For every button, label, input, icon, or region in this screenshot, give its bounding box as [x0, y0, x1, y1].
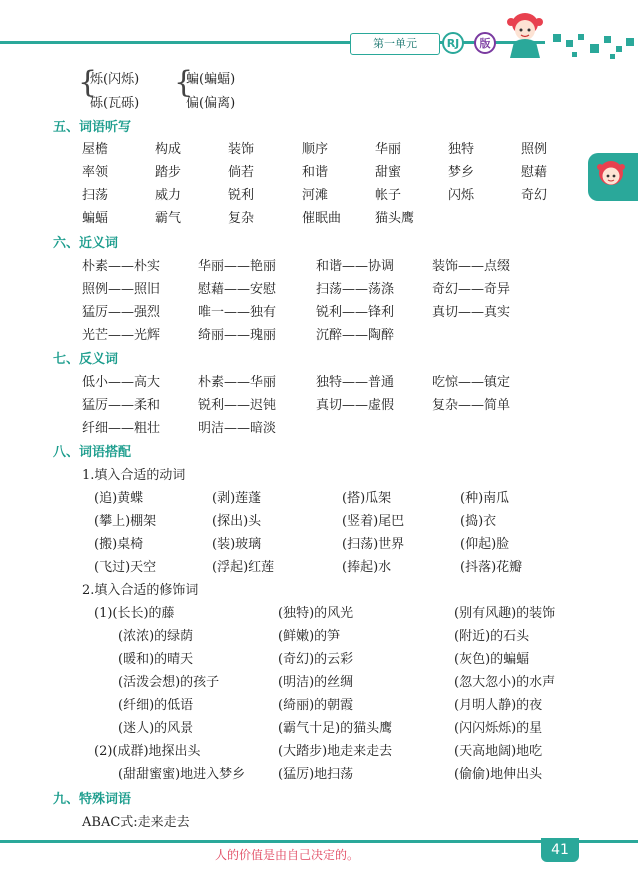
modifier-phrase: (鲜嫩)的笋 [278, 629, 341, 644]
word: 河滩 [302, 188, 329, 203]
section-heading-special-words: 九、特殊词语 [53, 792, 132, 807]
synonym-pair: 锐利——锋利 [316, 305, 395, 320]
edition-badge-rj: RJ [442, 32, 464, 54]
special-word-line: ABAC式:走来走去 [82, 815, 190, 830]
synonym-pair: 朴素——朴实 [82, 259, 161, 274]
synonym-pair: 照例——照旧 [82, 282, 161, 297]
pair-left-1: 烁(闪烁) [90, 72, 140, 87]
modifier-phrase: (迷人)的风景 [118, 721, 194, 736]
antonym-pair: 低小——高大 [82, 375, 161, 390]
synonym-pair: 沉醉——陶醉 [316, 328, 395, 343]
word: 梦乡 [448, 165, 475, 180]
modifier-phrase: (月明人静)的夜 [454, 698, 543, 713]
verb-phrase: (装)玻璃 [212, 537, 262, 552]
modifier-phrase: (偷偷)地伸出头 [454, 767, 543, 782]
modifier-phrase: (甜甜蜜蜜)地进入梦乡 [118, 767, 246, 782]
modifier-phrase: (忽大忽小)的水声 [454, 675, 556, 690]
antonym-pair: 纤细——粗壮 [82, 421, 161, 436]
modifier-phrase: (绮丽)的朝霞 [278, 698, 354, 713]
page-number: 41 [541, 838, 579, 862]
word: 踏步 [155, 165, 182, 180]
antonym-pair: 真切——虚假 [316, 398, 395, 413]
modifier-phrase: (纤细)的低语 [118, 698, 194, 713]
mascot-face-icon [596, 159, 626, 191]
modifier-phrase: (霸气十足)的猫头鹰 [278, 721, 393, 736]
verb-phrase: (飞过)天空 [94, 560, 157, 575]
synonym-pair: 慰藉——安慰 [198, 282, 277, 297]
word: 照例 [521, 142, 548, 157]
edition-badge-ban: 版 [474, 32, 496, 54]
antonym-pair: 复杂——简单 [432, 398, 511, 413]
synonym-pair: 扫荡——荡涤 [316, 282, 395, 297]
verb-phrase: (捧起)水 [342, 560, 392, 575]
word: 慰藉 [521, 165, 548, 180]
verb-phrase: (搬)桌椅 [94, 537, 144, 552]
brace-right: { [174, 65, 194, 100]
verb-phrase: (搭)瓜架 [342, 491, 392, 506]
word: 复杂 [228, 211, 255, 226]
word: 甜蜜 [375, 165, 402, 180]
modifier-phrase: (奇幻)的云彩 [278, 652, 354, 667]
antonym-pair: 明洁——暗淡 [198, 421, 277, 436]
verb-phrase: (探出)头 [212, 514, 262, 529]
modifier-phrase: (闪闪烁烁)的星 [454, 721, 543, 736]
synonym-pair: 唯一——独有 [198, 305, 277, 320]
word: 独特 [448, 142, 475, 157]
word: 闪烁 [448, 188, 475, 203]
verb-phrase: (抖落)花瓣 [460, 560, 523, 575]
modifier-phrase: (浓浓)的绿荫 [118, 629, 194, 644]
synonym-pair: 和谐——协调 [316, 259, 395, 274]
word: 构成 [155, 142, 182, 157]
section-heading-collocations: 八、词语搭配 [53, 445, 132, 460]
section-heading-dictation: 五、词语听写 [53, 120, 132, 135]
word: 猫头鹰 [375, 211, 415, 226]
synonym-pair: 装饰——点缀 [432, 259, 511, 274]
word: 装饰 [228, 142, 255, 157]
word: 屋檐 [82, 142, 109, 157]
word: 扫荡 [82, 188, 109, 203]
verb-phrase: (竖着)尾巴 [342, 514, 405, 529]
synonym-pair: 猛厉——强烈 [82, 305, 161, 320]
antonym-pair: 独特——普通 [316, 375, 395, 390]
verb-phrase: (剥)莲蓬 [212, 491, 262, 506]
antonym-pair: 朴素——华丽 [198, 375, 277, 390]
modifier-phrase: (暖和)的晴天 [118, 652, 194, 667]
synonym-pair: 绮丽——瑰丽 [198, 328, 277, 343]
synonym-pair: 真切——真实 [432, 305, 511, 320]
modifier-phrase: (附近)的石头 [454, 629, 530, 644]
brace-left: { [78, 65, 98, 100]
pair-left-2: 砾(瓦砾) [90, 96, 140, 111]
word: 顺序 [302, 142, 329, 157]
modifier-phrase: (天高地阔)地吃 [454, 744, 543, 759]
modifier-phrase: (独特)的风光 [278, 606, 354, 621]
word: 霸气 [155, 211, 182, 226]
verb-phrase: (追)黄蝶 [94, 491, 144, 506]
word: 催眠曲 [302, 211, 342, 226]
modifier-phrase: (别有风趣)的装饰 [454, 606, 556, 621]
synonym-pair: 华丽——艳丽 [198, 259, 277, 274]
girl-mascot-icon [500, 8, 550, 60]
verb-phrase: (扫荡)世界 [342, 537, 405, 552]
modifier-phrase: (2)(成群)地探出头 [94, 744, 201, 759]
antonym-pair: 猛厉——柔和 [82, 398, 161, 413]
word: 倘若 [228, 165, 255, 180]
word: 和谐 [302, 165, 329, 180]
modifier-phrase: (猛厉)地扫荡 [278, 767, 354, 782]
section-heading-antonyms: 七、反义词 [53, 352, 119, 367]
word: 帐子 [375, 188, 402, 203]
word: 锐利 [228, 188, 255, 203]
unit-label: 第一单元 [350, 33, 440, 55]
verb-phrase: (仰起)脸 [460, 537, 510, 552]
antonym-pair: 锐利——迟钝 [198, 398, 277, 413]
subheading-verbs: 1.填入合适的动词 [82, 468, 186, 483]
word: 奇幻 [521, 188, 548, 203]
modifier-phrase: (明洁)的丝绸 [278, 675, 354, 690]
synonym-pair: 奇幻——奇异 [432, 282, 511, 297]
verb-phrase: (浮起)红莲 [212, 560, 275, 575]
footer-motto: 人的价值是由自己决定的。 [215, 848, 360, 862]
word: 威力 [155, 188, 182, 203]
modifier-phrase: (活泼会想)的孩子 [118, 675, 220, 690]
verb-phrase: (种)南瓜 [460, 491, 510, 506]
word: 率领 [82, 165, 109, 180]
antonym-pair: 吃惊——镇定 [432, 375, 511, 390]
modifier-phrase: (灰色)的蝙蝠 [454, 652, 530, 667]
synonym-pair: 光芒——光辉 [82, 328, 161, 343]
verb-phrase: (捣)衣 [460, 514, 497, 529]
modifier-phrase: (大踏步)地走来走去 [278, 744, 393, 759]
section-heading-synonyms: 六、近义词 [53, 236, 119, 251]
pair-right-1: 蝙(蝙蝠) [186, 72, 236, 87]
verb-phrase: (攀上)棚架 [94, 514, 157, 529]
word: 华丽 [375, 142, 402, 157]
pair-right-2: 偏(偏离) [186, 96, 236, 111]
subheading-modifiers: 2.填入合适的修饰词 [82, 583, 199, 598]
modifier-phrase: (1)(长长)的藤 [94, 606, 175, 621]
word: 蝙蝠 [82, 211, 109, 226]
